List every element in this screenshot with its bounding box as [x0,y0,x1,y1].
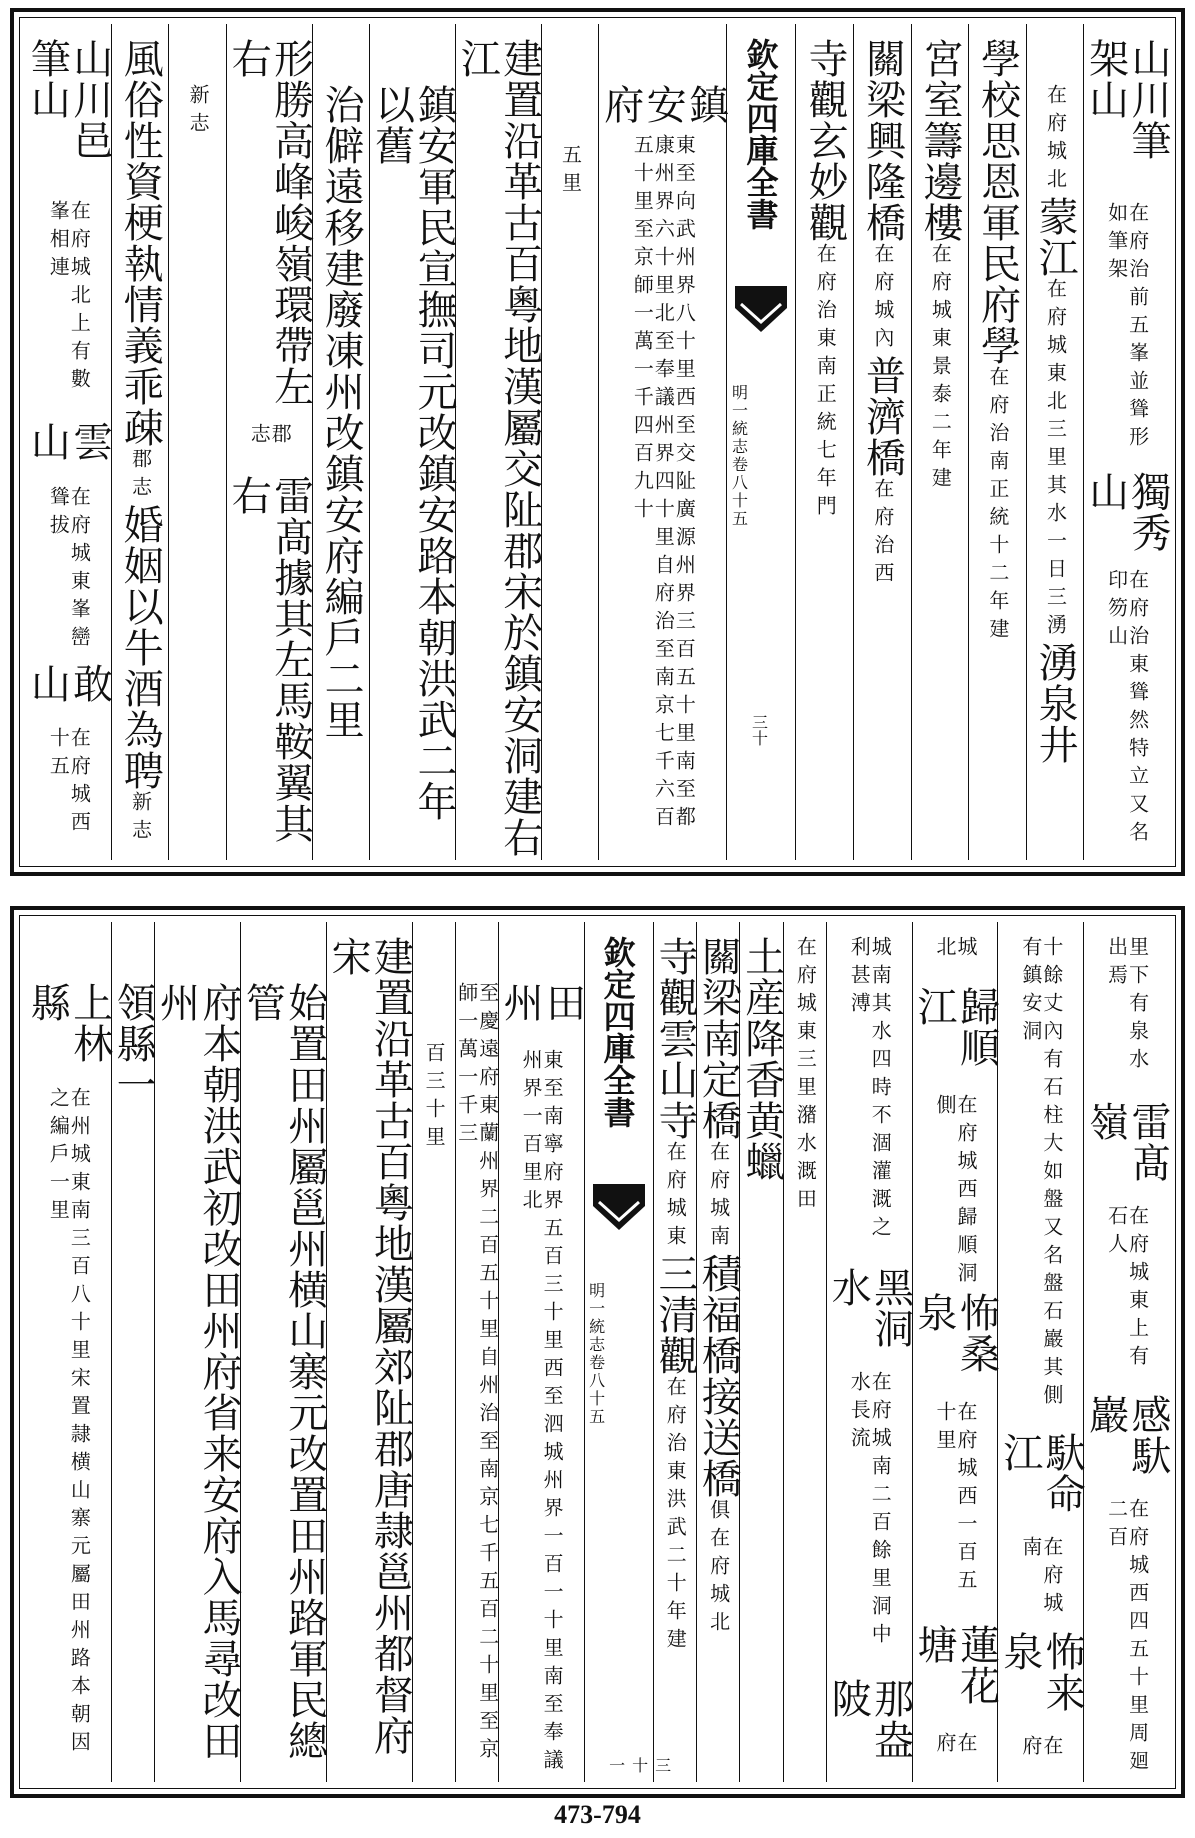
annotation-text: 在府城西歸順洞側 [933,1094,979,1291]
main-text: 三清觀 [651,1253,698,1376]
annotation-text: 在府城西十五 [46,727,92,840]
lower-page [10,906,1185,1798]
text-column [541,24,599,860]
main-text: 積福橋 [695,1253,742,1376]
annotation-text: 在府治南正統十二年建 [985,366,1010,646]
main-text: 風俗性資梗執情義乖疎 [117,38,164,448]
text-column [968,24,1026,860]
center-fold-column [726,24,795,860]
annotation-text: 百三十里 [422,1042,447,1154]
fishtail-mark-icon [733,286,789,336]
text-column [26,922,111,1782]
text-column [911,24,969,860]
main-text: 鎮安府 [597,84,729,125]
text-column [226,24,312,860]
page-footer-number: 473-794 [554,1800,641,1829]
annotation-text: 在府城東 [663,1141,688,1253]
annotation-text: 郡志 [128,448,153,504]
main-text: 歸順江 [911,985,1000,1068]
main-text: 怖来泉 [996,1630,1086,1713]
annotation-text: 在府城內 [870,243,895,355]
text-column [312,24,370,860]
book-title: 欽定四庫全書 [741,38,780,230]
annotation-text: 東至南寧府界五百三十里西至泗城州界一百一十里南至奉議州界一百里北 [519,1049,565,1778]
main-text: 普濟橋 [859,355,906,478]
leaf-number: 三十一 [606,1757,672,1773]
main-text: 學校思恩軍民府學 [974,38,1021,366]
annotation-text: 在府治東南正統七年門 [813,243,838,523]
annotation-text: 在府城東景泰二年建 [928,243,953,495]
annotation-text: 在州城東南三百八十里宋置隷横山寨元屬田州路本朝因之編戶一里 [46,1087,92,1760]
text-column [996,922,1086,1782]
annotation-text: 在府 [933,1732,979,1761]
main-text: 敢山 [24,662,113,704]
main-text: 馱命江 [996,1432,1086,1515]
main-text: 雷髙嶺 [1082,1101,1171,1184]
main-text: 接送橋 [695,1376,742,1499]
upper-page [10,8,1185,876]
upper-columns [26,24,1169,860]
main-text: 田州 [497,982,586,1023]
main-text: 雲山 [24,420,113,462]
main-text: 雷髙據其左馬鞍翼其右 [225,475,314,845]
annotation-text: 在府城南 [706,1141,731,1253]
main-text: 土産降香 [738,936,785,1100]
text-column [412,922,455,1782]
main-text: 領縣一 [110,982,157,1105]
text-column [240,922,326,1782]
text-column [912,922,998,1782]
main-text: 山川邑筆山 [24,38,113,161]
annotation-text: 五里 [558,144,583,200]
annotation-text: 在府城東峯巒聳拔 [46,485,92,654]
text-column [1026,24,1084,860]
main-text: 寺觀雲山寺 [651,936,698,1141]
volume-label: 明一統志卷八十五 [729,384,749,528]
main-text: 始置田州屬邕州横山寨元改置田州路軍民總管 [239,982,328,1761]
main-text: 寺觀玄妙觀 [801,38,848,243]
text-column [110,922,157,1782]
main-text: 湧泉井 [1032,642,1079,765]
lower-columns [26,922,1169,1782]
leaf-number: 三十 [749,714,769,746]
annotation-text: 在府城東三里潴水溉田 [793,936,818,1216]
annotation-text: 在府城東北三里其水一日三湧 [1043,278,1068,642]
annotation-text: 城南其水四時不涸灌溉之利甚溥 [847,936,893,1244]
annotation-text: 在府治前五峯並聳形如筆架 [1104,201,1150,454]
main-text: 治僻遠移建廢凍州改鎮安府編戶二里 [318,84,365,740]
annotation-text: 在府城東上有石人 [1104,1205,1150,1374]
text-column [695,922,742,1782]
annotation-text: 城北 [933,936,979,964]
text-column [795,24,853,860]
annotation-text: 在府城北 [1043,84,1068,196]
annotation-text: 新志 [186,84,211,140]
text-column [853,24,911,860]
text-column [455,24,541,860]
main-text: 蓮花塘 [911,1623,1000,1706]
volume-label: 明一統志卷八十五 [586,1282,606,1426]
text-column [1083,922,1169,1782]
main-text: 獨秀山 [1082,470,1171,553]
annotation-text: 在府城西一百五十里 [933,1400,979,1597]
main-text: 鎮安軍民宣撫司元改鎮安路本朝洪武二年以舊 [368,84,457,822]
main-text: 婚姻以牛酒為聘 [117,504,164,791]
text-column [498,922,584,1782]
main-text: 蒙江 [1032,196,1079,278]
annotation-text: 十餘丈內有石柱大如盤又名盤石巖其側有鎮安洞 [1018,936,1064,1412]
annotation-text: 在府城南二百餘里洞中水長流 [847,1370,893,1651]
annotation-text: 在府 [1018,1734,1064,1763]
text-column [154,922,240,1782]
center-fold-column [584,922,672,1782]
main-text: 那盎陂 [825,1678,914,1761]
main-text: 建置沿革古百粵地漢屬郊阯郡唐隷邕州都督府宋 [325,936,414,1756]
fishtail-mark-icon [591,1184,647,1234]
annotation-text: 在府城西四五十里周廻二百 [1104,1498,1150,1779]
text-column [455,922,498,1782]
main-text: 關梁興隆橋 [859,38,906,243]
main-text: 怖桑泉 [911,1292,1000,1375]
annotation-text: 里下有泉水出焉 [1104,936,1150,1076]
text-column [738,922,785,1782]
main-text: 感馱巖 [1082,1394,1171,1477]
text-column [653,922,696,1782]
annotation-text: 在府治東洪武二十年建 [663,1376,688,1656]
text-column [783,922,826,1782]
annotation-text: 俱在府城北 [706,1499,731,1639]
book-title: 欽定四庫全書 [598,936,637,1128]
annotation-text: 東至向武州界八十里西至交阯廣源州界三百五十里南至都康州界六十里北至奉議州界四十里自府治至南京七千六百五十里至京師一萬一千四百九十 [630,133,697,834]
main-text: 宮室籌邊樓 [917,38,964,243]
main-text: 黄蠟 [738,1100,785,1182]
text-column [111,24,169,860]
main-text: 黑洞水 [825,1266,914,1349]
main-text: 上林縣 [24,982,113,1064]
main-text: 形勝高峰峻嶺環帶左右 [225,38,314,407]
text-column [369,24,455,860]
text-column [168,24,226,860]
annotation-text: 在府治東聳然特立又名印笏山 [1104,568,1150,849]
main-text: 府本朝洪武初改田州府省来安府入馬尋改田州 [153,982,242,1761]
annotation-text: 在府治西 [870,478,895,590]
text-column [26,24,111,860]
text-column [597,24,729,860]
annotation-text: 郡志 [247,422,293,451]
main-text: 關梁南定橋 [695,936,742,1141]
text-column [826,922,912,1782]
main-text: 建置沿革古百粵地漢屬交阯郡宋於鎮安洞建右江 [454,38,543,858]
main-text: 山川筆架山 [1082,38,1171,161]
annotation-text: 在府城南 [1018,1536,1064,1621]
annotation-text: 新志 [128,791,153,847]
annotation-text: 至慶遠府東蘭州界二百五十里自州治至南京七千五百二十里至京師一萬一千三 [454,982,500,1766]
annotation-text: 在府城北上有數峯相連 [46,199,92,396]
text-column [326,922,412,1782]
text-column [1083,24,1169,860]
